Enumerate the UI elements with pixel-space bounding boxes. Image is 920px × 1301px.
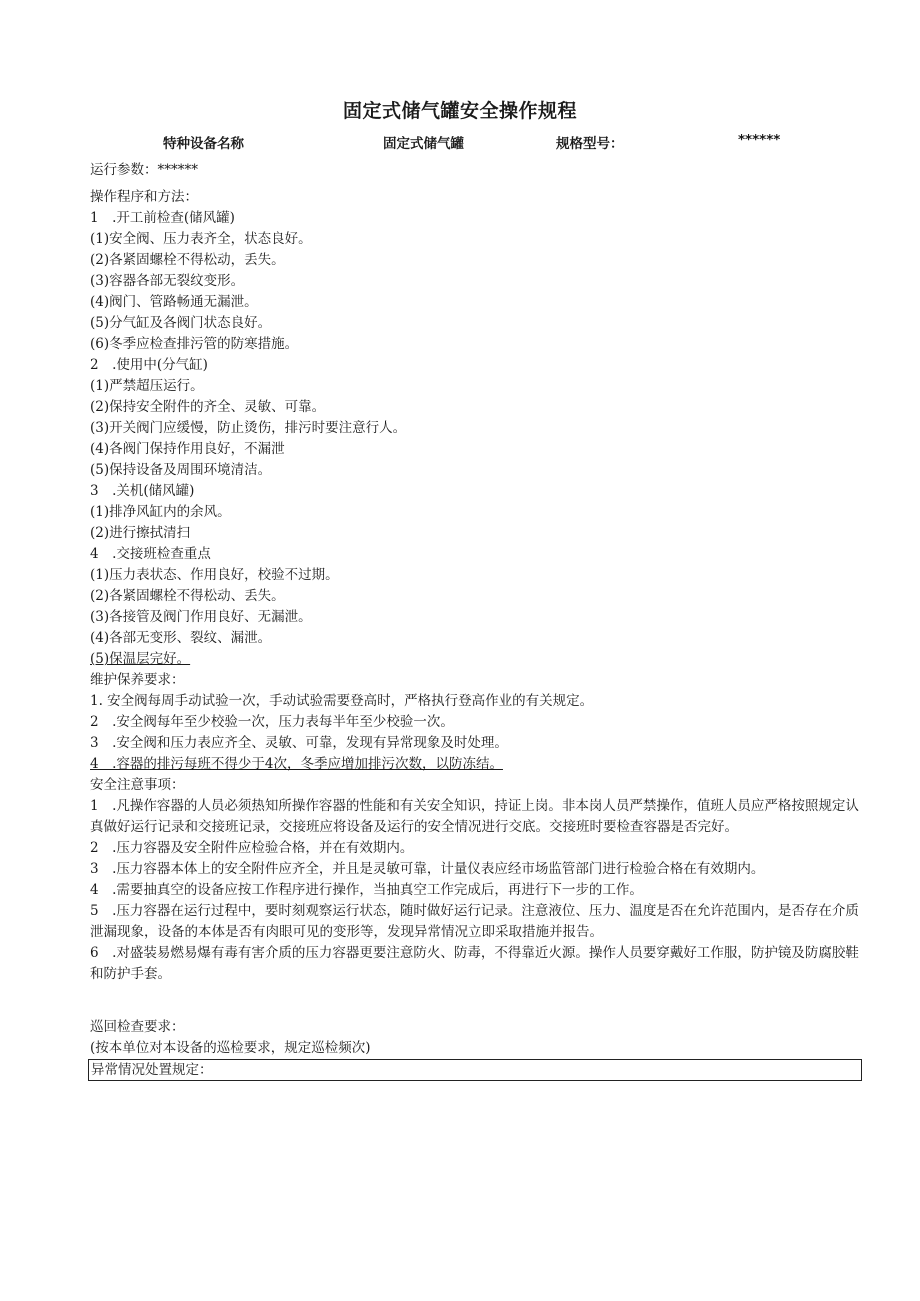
section-2-item: (3)开关阀门应缓慢，防止烫伤，排污时要注意行人。 <box>90 420 407 436</box>
section-1-title: 1 .开工前检查(储风罐) <box>90 210 235 226</box>
maintenance-heading: 维护保养要求： <box>90 672 185 688</box>
section-4-item: (3)各接管及阀门作用良好、无漏泄。 <box>90 609 312 625</box>
section-2-item: (2)保持安全附件的齐全、灵敏、可靠。 <box>90 399 326 415</box>
section-2-title: 2 .使用中(分气缸) <box>90 357 208 373</box>
document-body <box>90 160 862 1081</box>
safety-item: 1 .凡操作容器的人员必须热知所操作容器的性能和有关安全知识，持证上岗。非本岗人员严禁操作，值班人员应严格按照规定认真做好运行记录和交接班记录，交接班应将设备及运行的安全情况进行交底。交接班时要检查容器是否完好。 <box>90 798 859 835</box>
safety-item: 4 .需要抽真空的设备应按工作程序进行操作，当抽真空工作完成后，再进行下一步的工作。 <box>90 882 643 898</box>
device-name-label: 特种设备名称 <box>163 136 244 152</box>
maintenance-item: 3 .安全阀和压力表应齐全、灵敏、可靠，发现有异常现象及时处理。 <box>90 735 508 751</box>
section-1-item: (3)容器各部无裂纹变形。 <box>90 273 245 289</box>
section-4-item: (5)保温层完好。 <box>90 651 191 667</box>
safety-heading: 安全注意事项： <box>90 777 185 793</box>
maintenance-item: 1. 安全阀每周手动试验一次，手动试验需要登高时，严格执行登高作业的有关规定。 <box>90 693 594 709</box>
section-4-title: 4 .交接班检查重点 <box>90 546 211 562</box>
section-1-item: (6)冬季应检查排污管的防寒措施。 <box>90 336 299 352</box>
device-name-value: 固定式储气罐 <box>383 136 464 152</box>
maintenance-item: 4 .容器的排污每班不得少于4次，冬季应增加排污次数，以防冻结。 <box>90 756 503 772</box>
section-4-item: (4)各部无变形、裂纹、漏泄。 <box>90 630 272 646</box>
section-3-item: (1)排净风缸内的余风。 <box>90 504 231 520</box>
safety-item: 6 .对盛装易燃易爆有毒有害介质的压力容器更要注意防火、防毒，不得靠近火源。操作人员要穿戴好工作服，防护镜及防腐胶鞋和防护手套。 <box>90 945 859 982</box>
model-label: 规格型号： <box>556 136 624 152</box>
safety-item: 2 .压力容器及安全附件应检验合格，并在有效期内。 <box>90 840 414 856</box>
safety-item: 5 .压力容器在运行过程中，要时刻观察运行状态，随时做好运行记录。注意液位、压力、温度是否在允许范围内，是否存在介质泄漏现象，设备的本体是否有肉眼可见的变形等，发现异常情况立即采取措施并报告。 <box>90 903 859 940</box>
model-value: ****** <box>738 132 781 148</box>
safety-item: 3 .压力容器本体上的安全附件应齐全，并且是灵敏可靠，计量仪表应经市场监管部门进行检验合格在有效期内。 <box>90 861 765 877</box>
maintenance-item: 2 .安全阀每年至少校验一次，压力表每半年至少校验一次。 <box>90 714 454 730</box>
section-1-item: (4)阀门、管路畅通无漏泄。 <box>90 294 258 310</box>
patrol-note: (按本单位对本设备的巡检要求，规定巡检频次) <box>90 1040 371 1056</box>
section-1-item: (2)各紧固螺栓不得松动，丢失。 <box>90 252 285 268</box>
abnormal-handling-box: 异常情况处置规定： <box>88 1059 862 1081</box>
section-2-item: (4)各阀门保持作用良好，不漏泄 <box>90 441 285 457</box>
section-3-item: (2)进行擦拭清扫 <box>90 525 191 541</box>
section-4-item: (2)各紧固螺栓不得松动、丢失。 <box>90 588 285 604</box>
document-title: 固定式储气罐安全操作规程 <box>342 100 577 122</box>
section-3-title: 3 .关机(储风罐) <box>90 483 195 499</box>
section-1-item: (5)分气缸及各阀门状态良好。 <box>90 315 272 331</box>
procedure-heading: 操作程序和方法： <box>90 189 198 205</box>
section-2-item: (5)保持设备及周围环境清洁。 <box>90 462 272 478</box>
section-1-item: (1)安全阀、压力表齐全，状态良好。 <box>90 231 312 247</box>
patrol-heading: 巡回检查要求： <box>90 1019 185 1035</box>
section-2-item: (1)严禁超压运行。 <box>90 378 204 394</box>
run-params: 运行参数：****** <box>90 162 198 178</box>
section-4-item: (1)压力表状态、作用良好，校验不过期。 <box>90 567 339 583</box>
